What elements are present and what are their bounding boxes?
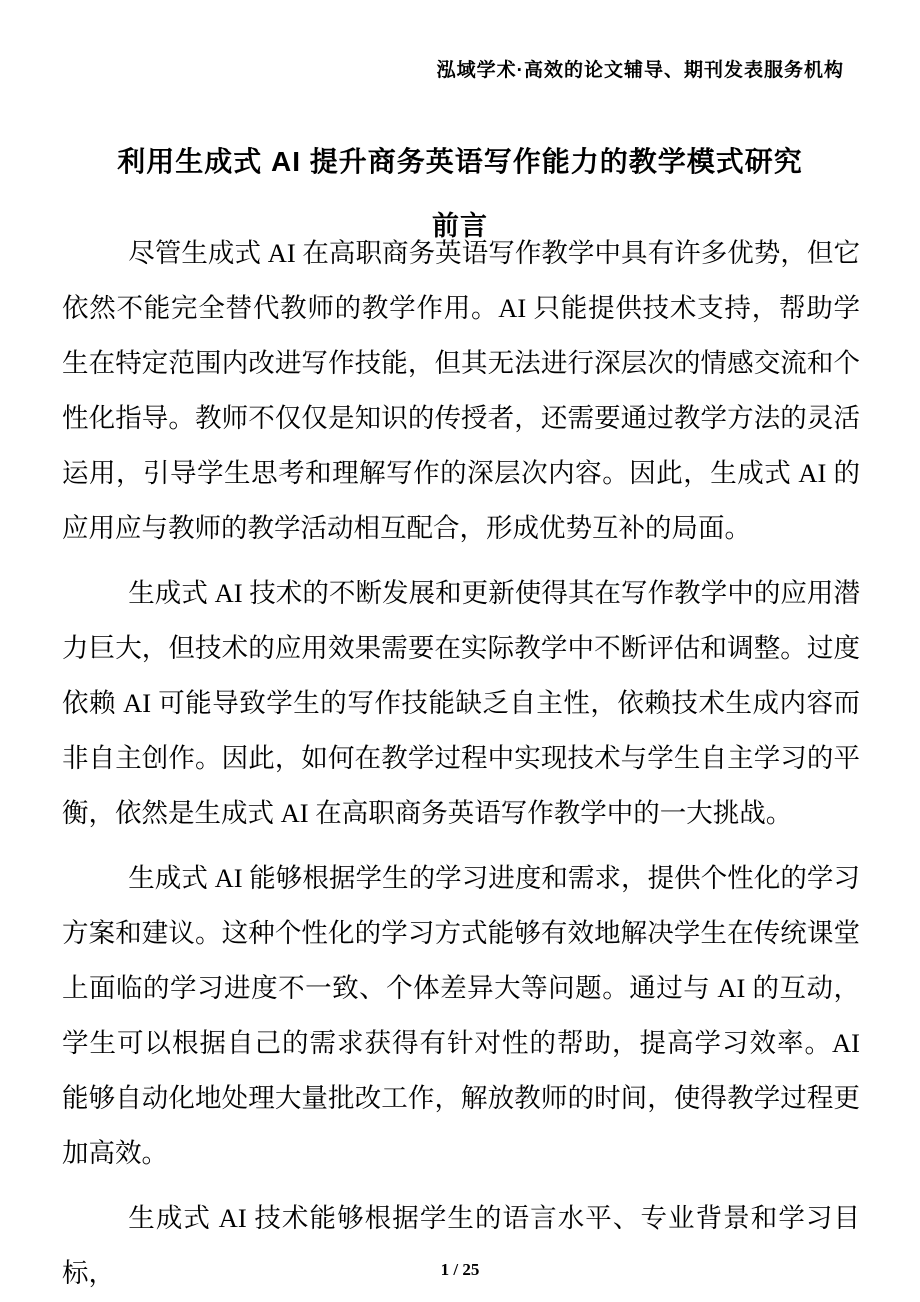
body-paragraph-1: 尽管生成式 AI 在高职商务英语写作教学中具有许多优势，但它依然不能完全替代教师的教学作用。AI 只能提供技术支持，帮助学生在特定范围内改进写作技能，但其无法进行深层次的情感交流和个性化指导。教师不仅仅是知识的传授者，还需要通过教学方法的灵活运用，引导学生思考和理解写作的深层次内容。因此，生成式 AI 的应用应与教师的教学活动相互配合，形成优势互补的局面。: [62, 238, 860, 543]
body-paragraph-4: 生成式 AI 技术能够根据学生的语言水平、专业背景和学习目标，: [62, 1203, 860, 1288]
body-paragraph-2: 生成式 AI 技术的不断发展和更新使得其在写作教学中的应用潜力巨大，但技术的应用效果需要在实际教学中不断评估和调整。过度依赖 AI 可能导致学生的写作技能缺乏自主性，依赖技术生成内容而非自主创作。因此，如何在教学过程中实现技术与学生自主学习的平衡，依然是生成式 AI 在高职商务英语写作教学中的一大挑战。: [62, 578, 860, 828]
section-heading-foreword: 前言: [432, 211, 488, 242]
document-title: 利用生成式 AI 提升商务英语写作能力的教学模式研究: [117, 145, 803, 177]
body-paragraph-3: 生成式 AI 能够根据学生的学习进度和需求，提供个性化的学习方案和建议。这种个性化的学习方式能够有效地解决学生在传统课堂上面临的学习进度不一致、个体差异大等问题。通过与 AI 的互动，学生可以根据自己的需求获得有针对性的帮助，提高学习效率。AI 能够自动化地处理大量批改工作，解放教师的时间，使得教学过程更加高效。: [62, 863, 860, 1168]
org-header-slogan: 泓域学术·高效的论文辅导、期刊发表服务机构: [436, 60, 844, 81]
document-body: [62, 226, 860, 1302]
page-number-indicator: 1 / 25: [440, 1260, 480, 1279]
